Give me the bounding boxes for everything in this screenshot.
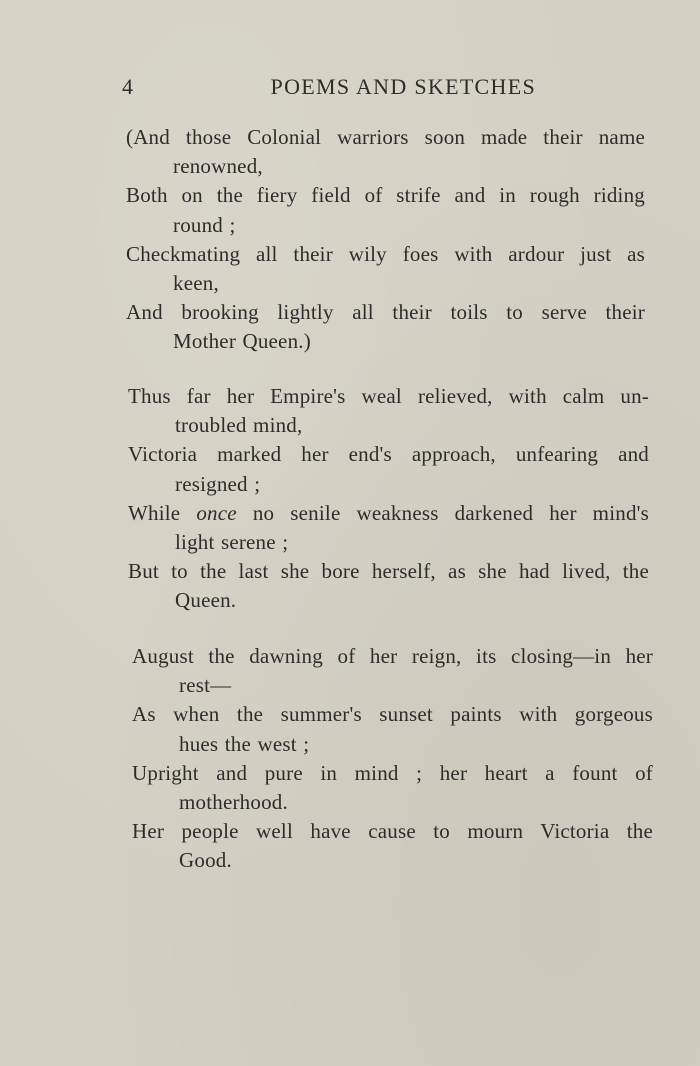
verse-line-first: Checkmating all their wily foes with ardour just as bbox=[126, 241, 645, 266]
verse-line bbox=[128, 382, 649, 440]
verse-line-continuation: motherhood. bbox=[179, 790, 288, 815]
verse-line bbox=[128, 499, 649, 557]
stanza-2 bbox=[128, 382, 649, 616]
verse-line-continuation: light serene ; bbox=[175, 530, 289, 555]
verse-line bbox=[126, 240, 645, 298]
verse-line-first: As when the summer's sunset paints with gorgeous bbox=[132, 702, 653, 727]
verse-line-continuation: round ; bbox=[173, 212, 236, 237]
verse-line bbox=[126, 298, 645, 356]
verse-line bbox=[126, 181, 645, 239]
verse-line-continuation: Mother Queen.) bbox=[173, 329, 311, 354]
verse-line bbox=[126, 123, 645, 181]
verse-line bbox=[132, 700, 653, 758]
verse-line bbox=[128, 440, 649, 498]
verse-text: While bbox=[128, 500, 197, 525]
verse-line-continuation: Queen. bbox=[175, 588, 237, 613]
verse-line-continuation: resigned ; bbox=[175, 471, 261, 496]
verse-line-first: Her people well have cause to mourn Victoria the bbox=[132, 819, 653, 844]
verse-line-first bbox=[128, 499, 649, 528]
verse-line-continuation: troubled mind, bbox=[175, 413, 303, 438]
running-title: POEMS AND SKETCHES bbox=[270, 74, 536, 99]
verse-line bbox=[132, 759, 653, 817]
stanza-1 bbox=[126, 123, 645, 357]
verse-line-continuation: hues the west ; bbox=[179, 731, 310, 756]
italic-emphasis: once bbox=[196, 500, 237, 525]
verse-line bbox=[128, 557, 649, 615]
verse-line bbox=[132, 817, 653, 875]
verse-line-first: And brooking lightly all their toils to serve their bbox=[126, 300, 645, 325]
running-head bbox=[122, 74, 536, 106]
verse-line-continuation: Good. bbox=[179, 848, 232, 873]
verse-line-first: Thus far her Empire's weal relieved, with calm un- bbox=[128, 384, 649, 408]
verse-line-first: August the dawning of her reign, its closing—in her bbox=[132, 644, 653, 668]
verse-line-first: Both on the fiery field of strife and in rough riding bbox=[126, 183, 645, 208]
verse-line bbox=[132, 642, 653, 700]
verse-line-continuation: keen, bbox=[173, 271, 219, 296]
verse-line-continuation: rest— bbox=[179, 673, 232, 698]
verse-line-first: Upright and pure in mind ; her heart a fount of bbox=[132, 760, 653, 785]
verse-line-continuation: renowned, bbox=[173, 154, 263, 179]
page-number: 4 bbox=[122, 74, 135, 99]
verse-line-first: Victoria marked her end's approach, unfearing and bbox=[128, 442, 649, 467]
verse-text: no senile weakness darkened her mind's bbox=[236, 500, 649, 525]
stanza-3 bbox=[132, 642, 653, 876]
verse-line-first: (And those Colonial warriors soon made their name bbox=[126, 125, 645, 149]
verse-line-first: But to the last she bore herself, as she had lived, the bbox=[128, 559, 649, 584]
